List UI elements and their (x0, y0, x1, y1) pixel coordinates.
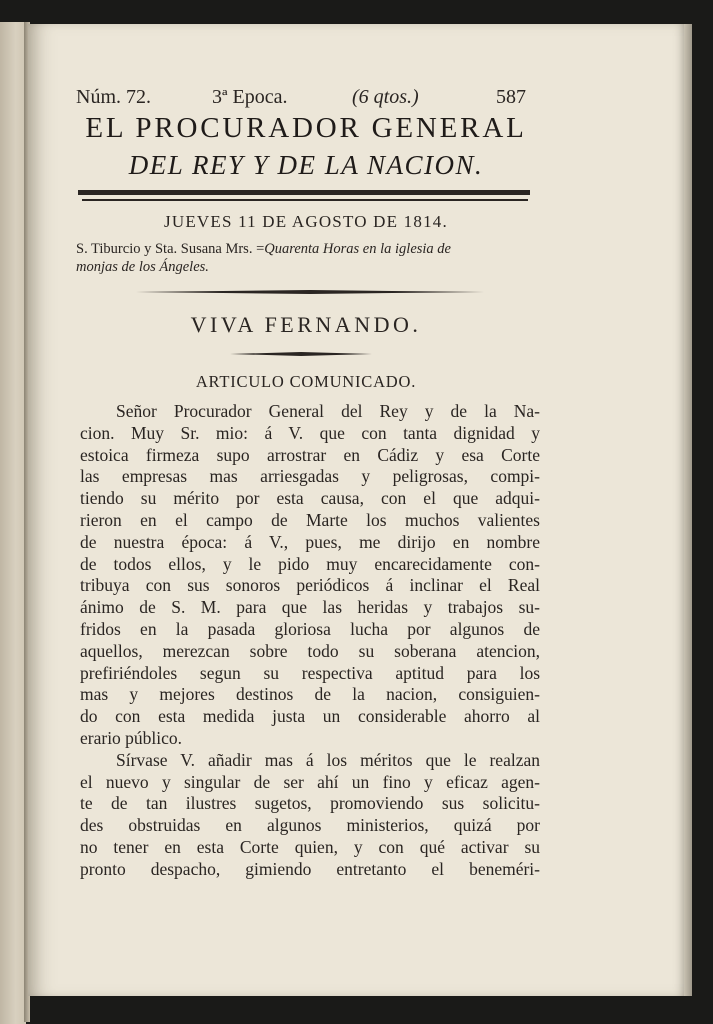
forty-hours-note: Quarenta Horas en la iglesia de (264, 241, 451, 257)
masthead-subtitle: DEL REY Y DE LA NACION. (128, 150, 484, 180)
article-line: estoica firmeza supo arrostrar en Cádiz y esa Corte (80, 444, 540, 465)
article-line: Sírvase V. añadir mas á los méritos que le realzan (116, 749, 540, 770)
saints-names: S. Tiburcio y Sta. Susana Mrs. = (76, 241, 265, 257)
masthead-rule-thick (78, 190, 530, 195)
article-line: ánimo de S. M. para que las heridas y trabajos su- (80, 597, 540, 618)
article-line: erario público. (80, 727, 183, 748)
article-line: aquellos, merezcan sobre todo su soberana atencion, (80, 640, 540, 661)
page-edge (684, 24, 692, 996)
article-line: tribuya con sus sonoros periódicos á inclinar el Real (80, 575, 540, 596)
article-line: te de tan ilustres sugetos, promoviendo sus solicitu- (80, 793, 540, 814)
facing-page-edge (0, 22, 26, 1024)
issue-date: JUEVES 11 DE AGOSTO DE 1814. (164, 212, 448, 231)
article-line: de nuestra época: á V., pues, me dirijo en nombre (80, 531, 540, 552)
article-line: las empresas mas arriesgadas y peligrosas, compi- (80, 466, 540, 487)
article-line: Señor Procurador General del Rey y de la Na- (116, 401, 540, 421)
article-line: cion. Muy Sr. mio: á V. que con tanta dignidad y (80, 422, 540, 443)
forty-hours-location: monjas de los Ángeles. (76, 259, 209, 275)
ornamental-rule (136, 290, 484, 294)
masthead-rule-thin (82, 199, 528, 201)
saints-of-the-day (76, 240, 541, 276)
issue-number: Núm. 72. (76, 86, 151, 108)
article-heading: ARTICULO COMUNICADO. (195, 372, 417, 391)
article-body (80, 401, 540, 881)
banner-viva-fernando: VIVA FERNANDO. (190, 312, 422, 337)
page-number: 587 (496, 86, 526, 108)
article-line: fridos en la pasada gloriosa lucha por algunos de (80, 618, 540, 639)
article-line: de todos ellos, y le pido muy encarecidamente con- (80, 553, 540, 574)
masthead-title: EL PROCURADOR GENERAL (85, 112, 527, 144)
article-line: tiendo su mérito por esta causa, con el que adqui- (80, 488, 540, 509)
article-line: prefiriéndoles segun su respectiva aptitud para los (80, 662, 540, 683)
epoch-label: 3ª Epoca. (212, 86, 288, 108)
article-line: pronto despacho, gimiendo entretanto el beneméri- (80, 858, 540, 879)
article-line: des obstruidas en algunos ministerios, quizá por (80, 815, 540, 836)
ornamental-rule-small (230, 352, 372, 356)
article-line: rieron en el campo de Marte los muchos valientes (80, 509, 540, 530)
price-label: (6 qtos.) (352, 86, 419, 108)
article-line: no tener en esta Corte quien, y con qué activar su (80, 836, 540, 857)
article-line: mas y mejores destinos de la nacion, consiguien- (80, 684, 540, 705)
article-line: do con esta medida justa un considerable ahorro al (80, 706, 540, 727)
article-line: el nuevo y singular de ser ahí un fino y eficaz agen- (80, 771, 540, 792)
